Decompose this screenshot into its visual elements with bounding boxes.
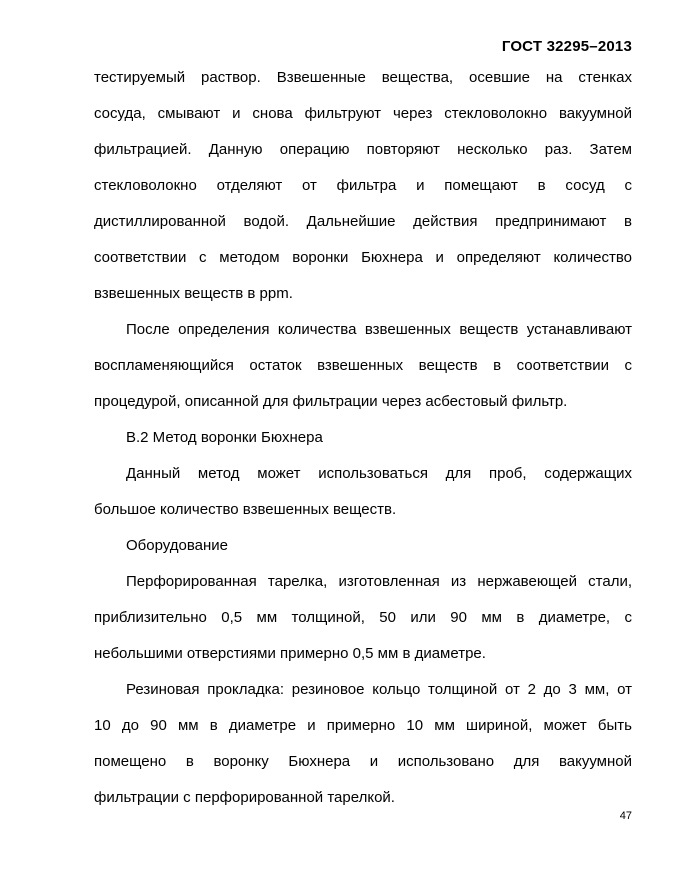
subheading <box>94 528 632 564</box>
text-line: приблизительно 0,5 мм толщиной, 50 или 90 мм в диаметре, с <box>94 609 632 626</box>
text-line: Данный метод может использоваться для проб, содержащих <box>126 465 632 482</box>
text-line: процедурой, описанной для фильтрации через асбестовый фильтр. <box>94 393 568 410</box>
section-heading-text: В.2 Метод воронки Бюхнера <box>126 429 323 446</box>
text-line: После определения количества взвешенных веществ устанавливают <box>126 321 632 338</box>
text-line: небольшими отверстиями примерно 0,5 мм в диаметре. <box>94 645 486 662</box>
text-line: соответствии с методом воронки Бюхнера и определяют количество <box>94 249 632 266</box>
text-line: Перфорированная тарелка, изготовленная из нержавеющей стали, <box>126 573 632 590</box>
text-line: стекловолокно отделяют от фильтра и помещают в сосуд с <box>94 177 632 194</box>
paragraph <box>94 312 632 420</box>
text-line: 10 до 90 мм в диаметре и примерно 10 мм шириной, может быть <box>94 717 632 734</box>
text-line: взвешенных веществ в ppm. <box>94 285 293 302</box>
document-header-standard-id: ГОСТ 32295–2013 <box>501 38 632 55</box>
text-line: помещено в воронку Бюхнера и использовано для вакуумной <box>94 753 632 770</box>
paragraph <box>94 564 632 672</box>
text-line: дистиллированной водой. Дальнейшие действия предпринимают в <box>94 213 632 230</box>
text-line: воспламеняющийся остаток взвешенных веществ в соответствии с <box>94 357 632 374</box>
text-line: фильтрацией. Данную операцию повторяют несколько раз. Затем <box>94 141 632 158</box>
paragraph <box>94 60 632 312</box>
section-heading <box>94 420 632 456</box>
subheading-text: Оборудование <box>126 537 229 554</box>
text-line: фильтрации с перфорированной тарелкой. <box>94 789 395 806</box>
document-body <box>94 60 632 816</box>
text-line: Резиновая прокладка: резиновое кольцо толщиной от 2 до 3 мм, от <box>126 681 632 698</box>
text-line: сосуда, смывают и снова фильтруют через стекловолокно вакуумной <box>94 105 632 122</box>
paragraph <box>94 456 632 528</box>
text-line: тестируемый раствор. Взвешенные вещества, осевшие на стенках <box>94 69 632 86</box>
page-number: 47 <box>619 810 632 822</box>
paragraph <box>94 672 632 816</box>
text-line: большое количество взвешенных веществ. <box>94 501 397 518</box>
